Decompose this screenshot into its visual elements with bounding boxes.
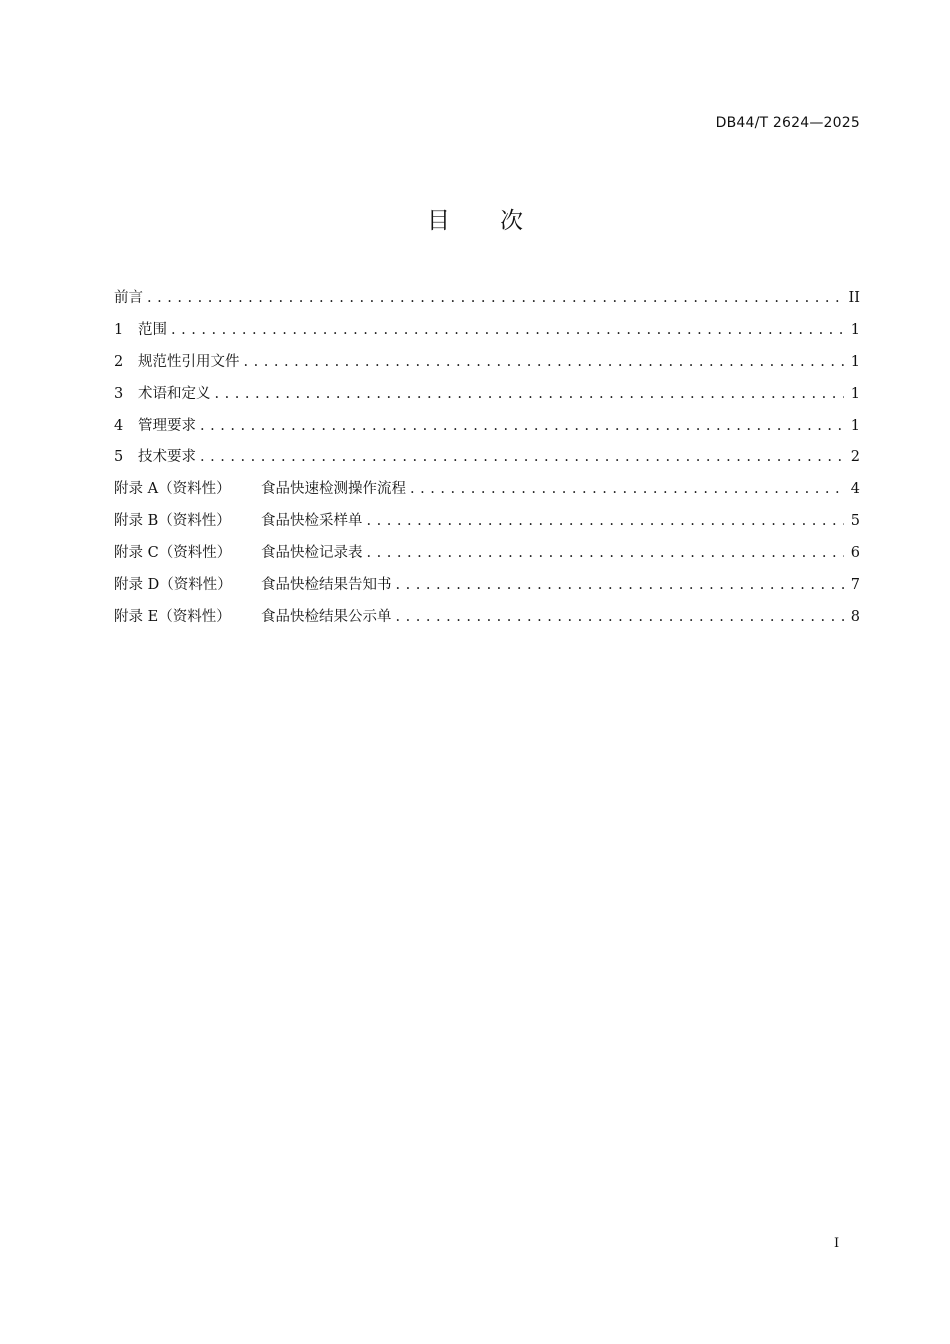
dot-leader [215, 383, 845, 405]
toc-entry-label: 食品快检记录表 [261, 545, 363, 562]
dot-leader [200, 446, 844, 468]
dot-leader [147, 287, 843, 309]
toc-entry-label: 范围 [138, 321, 167, 338]
toc-entry-technical-requirements[interactable] [114, 446, 860, 478]
dot-leader [396, 606, 845, 628]
toc-entry-number: 2 [114, 353, 124, 370]
toc-entry-page: 8 [850, 608, 860, 625]
toc-entry-page: II [848, 290, 860, 306]
toc-entry-page: 6 [850, 545, 860, 562]
toc-entry-annex-e[interactable] [114, 606, 860, 638]
toc-entry-terms-definitions[interactable] [114, 383, 860, 415]
dot-leader [200, 415, 844, 437]
dot-leader [367, 510, 845, 532]
toc-entry-management-requirements[interactable] [114, 415, 860, 447]
toc-entry-page: 1 [850, 385, 860, 402]
toc-entry-page: 7 [850, 577, 860, 594]
toc-entry-label: 食品快速检测操作流程 [261, 481, 406, 498]
dot-leader [396, 574, 845, 596]
toc-entry-label: 规范性引用文件 [138, 353, 240, 370]
toc-title: 目次 [427, 208, 573, 234]
toc-entry-number: 3 [114, 385, 124, 402]
toc-annex-tag: 附录 A（资料性） [114, 481, 231, 498]
page-number: I [834, 1236, 840, 1251]
toc-entry-label: 食品快检采样单 [261, 513, 363, 530]
toc-entry-number: 1 [114, 321, 124, 338]
toc-annex-tag: 附录 C（资料性） [114, 545, 232, 562]
toc-entry-page: 1 [850, 353, 860, 370]
toc-entry-normative-references[interactable] [114, 351, 860, 383]
toc-entry-number: 5 [114, 449, 124, 466]
toc-entry-foreword[interactable] [114, 287, 860, 319]
toc-entry-page: 1 [850, 417, 860, 434]
toc-annex-tag: 附录 B（资料性） [114, 513, 231, 530]
toc-entry-annex-b[interactable] [114, 510, 860, 542]
dot-leader [171, 319, 844, 341]
toc-entry-page: 1 [850, 321, 860, 338]
toc-entry-number: 4 [114, 417, 124, 434]
toc-annex-tag: 附录 D（资料性） [114, 577, 232, 594]
table-of-contents [114, 287, 860, 638]
toc-entry-page: 5 [850, 513, 860, 530]
dot-leader [244, 351, 845, 373]
toc-entry-scope[interactable] [114, 319, 860, 351]
toc-entry-annex-a[interactable] [114, 478, 860, 510]
toc-entry-label: 食品快检结果告知书 [261, 577, 392, 594]
toc-entry-annex-d[interactable] [114, 574, 860, 606]
dot-leader [367, 542, 845, 564]
toc-annex-tag: 附录 E（资料性） [114, 608, 231, 625]
toc-entry-label: 技术要求 [138, 449, 196, 466]
document-code: DB44/T 2624—2025 [715, 115, 860, 131]
dot-leader [410, 478, 844, 500]
toc-entry-label: 食品快检结果公示单 [261, 608, 392, 625]
toc-entry-label: 术语和定义 [138, 385, 211, 402]
toc-entry-label: 前言 [114, 290, 143, 306]
toc-entry-label: 管理要求 [138, 417, 196, 434]
toc-entry-page: 2 [850, 449, 860, 466]
toc-entry-page: 4 [850, 481, 860, 498]
toc-entry-annex-c[interactable] [114, 542, 860, 574]
